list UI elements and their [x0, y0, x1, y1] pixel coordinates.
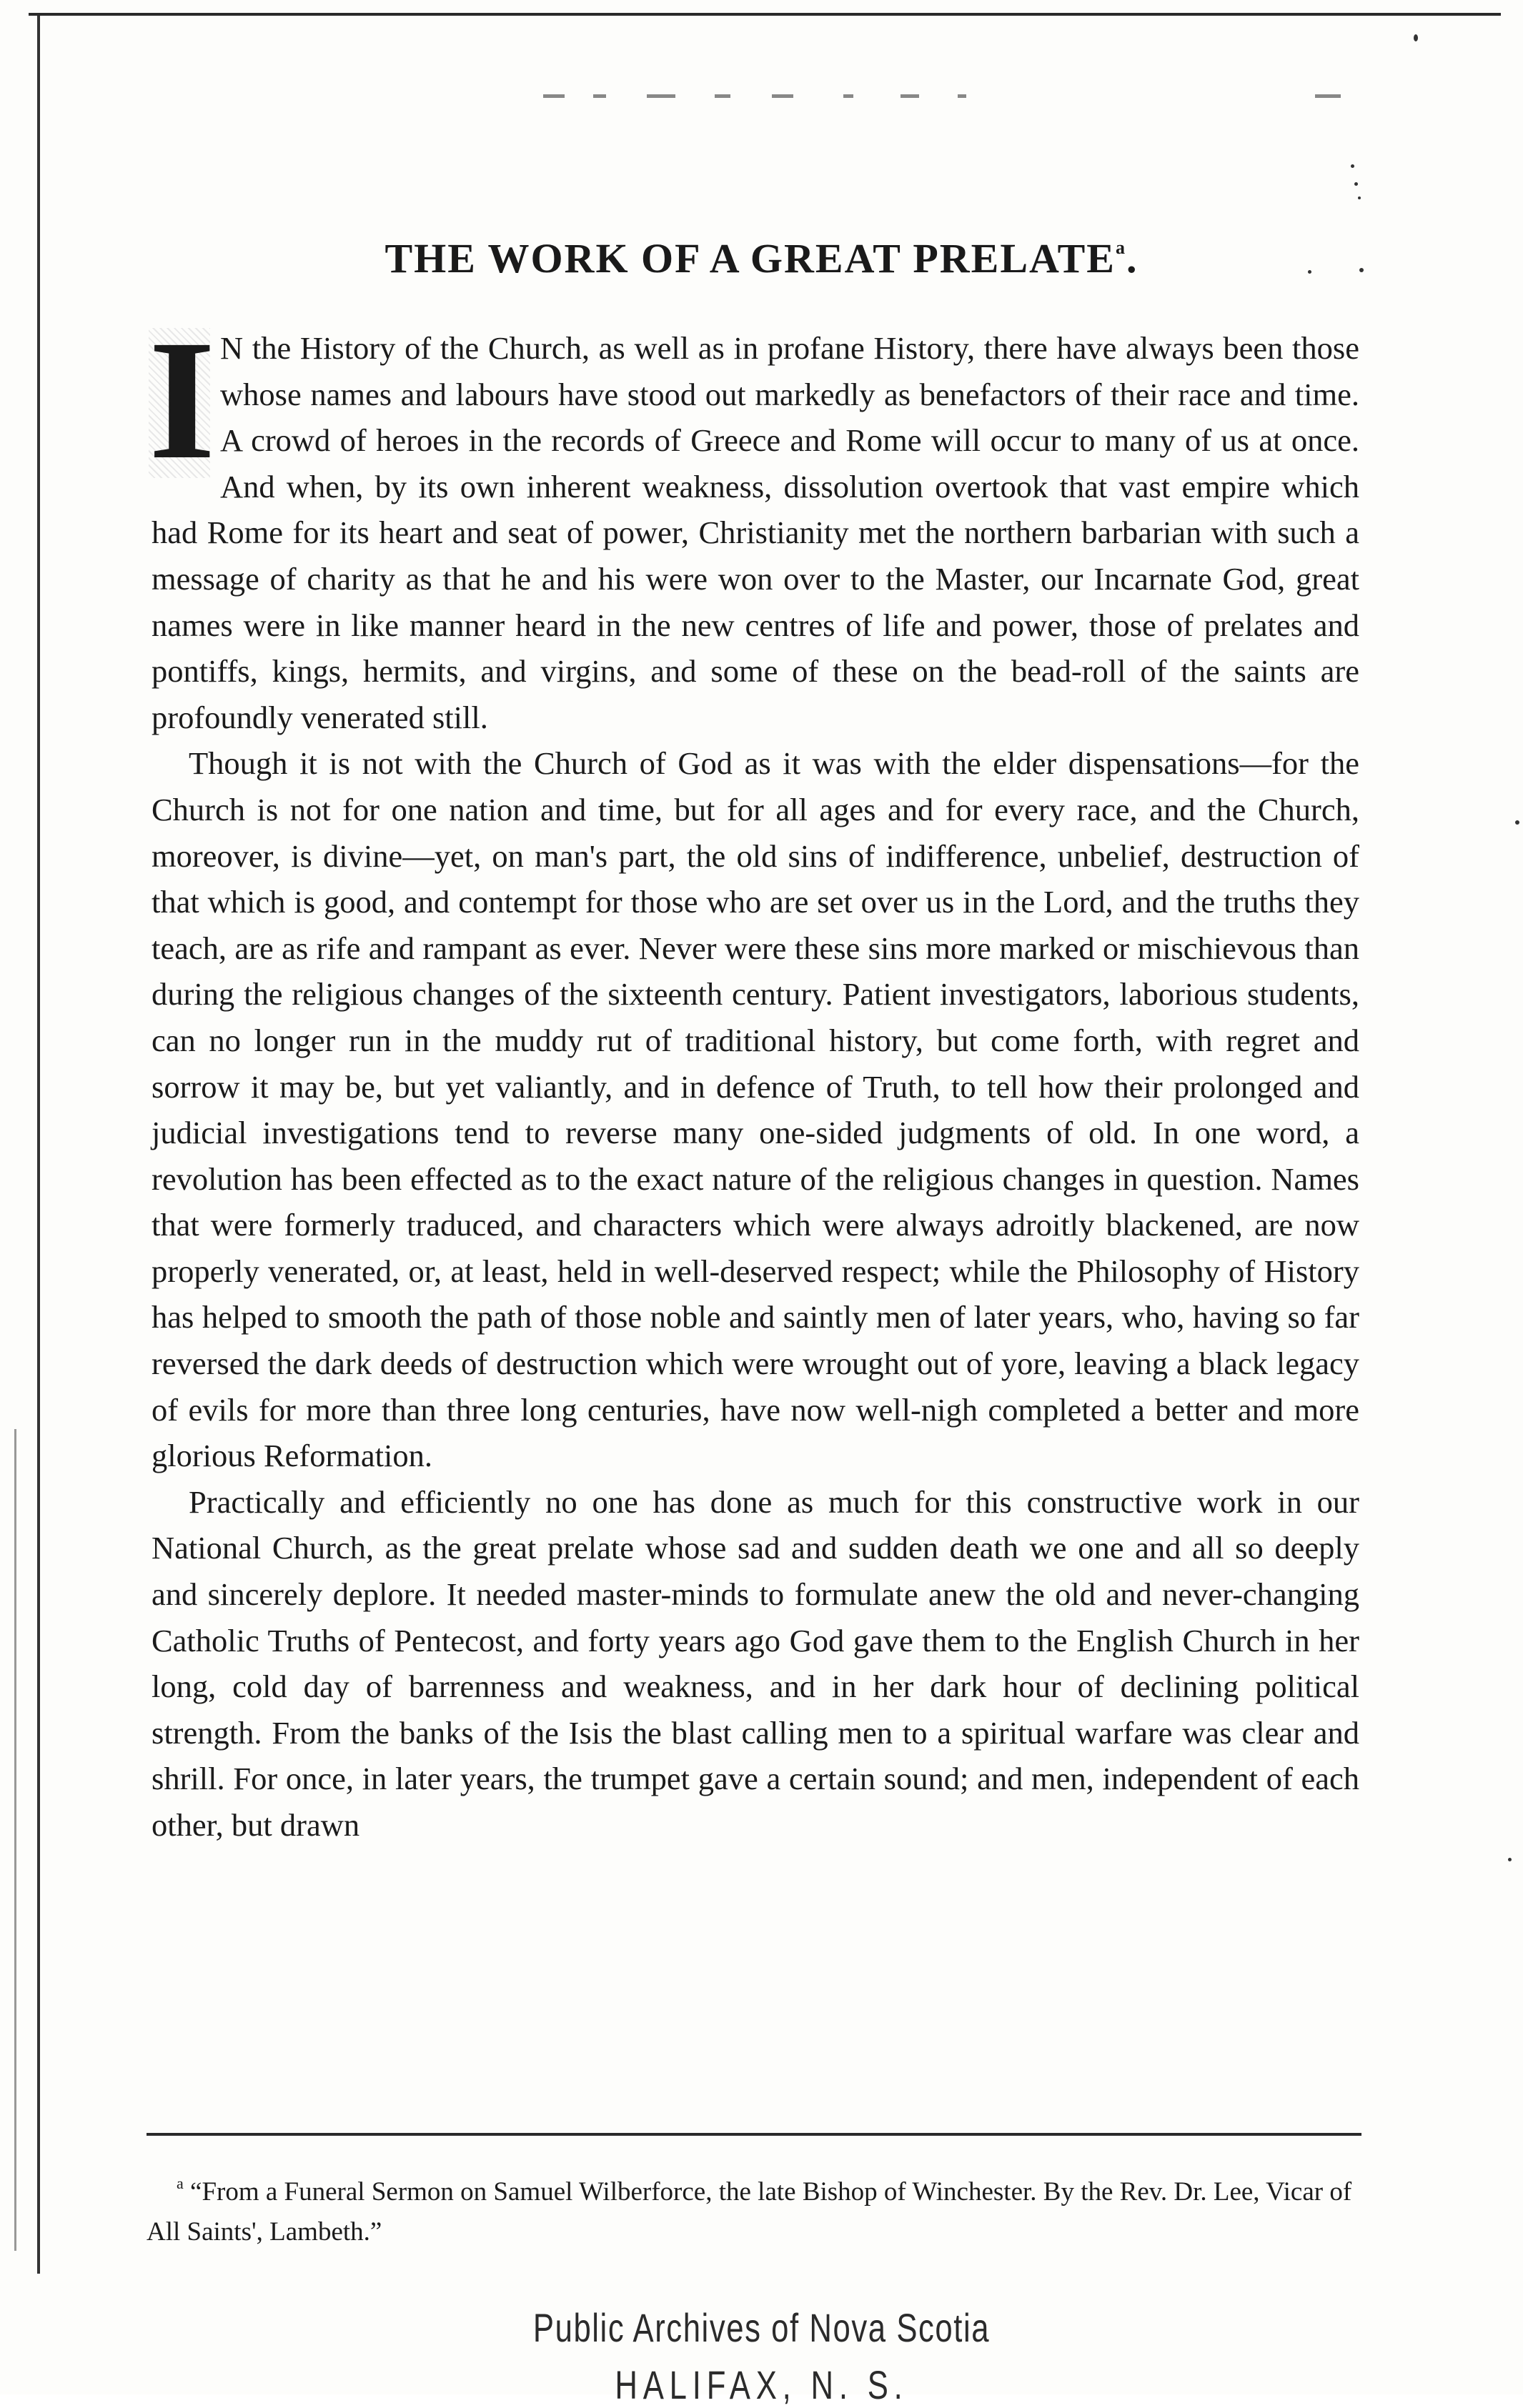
faint-running-head-mark: [901, 94, 919, 98]
faint-running-head-mark: [772, 94, 793, 98]
scan-speck: [1354, 182, 1358, 186]
paragraph: [149, 304, 1359, 740]
paragraph-text: N the History of the Church, as well as in profane History, there have always been those whose names and labours have stood out markedly as benefactors of their race and time. A crowd of heroes in the records of Greece and Rome will occur to many of us at once. And when, by its own inherent weakness, dissolution overtook that vast empire which had Rome for its heart and seat of power, Christianity met the northern barbarian with such a message of charity as that he and his were won over to the Master, our Incarnate God, great names were in like manner heard in the new centres of life and power, those of prelates and pontiffs, kings, hermits, and virgins, and some of these on the bead-roll of the saints are profoundly venerated still.: [152, 330, 1359, 735]
paragraph: [152, 1479, 1359, 1849]
paragraph: [152, 740, 1359, 1479]
faint-running-head-mark: [958, 94, 966, 98]
article-body: [149, 304, 1359, 1849]
faint-running-head-mark: [715, 94, 730, 98]
faint-running-head-mark: [1315, 94, 1341, 98]
archive-stamp-line-1: Public Archives of Nova Scotia: [532, 2305, 991, 2350]
faint-running-head-mark: [843, 94, 853, 98]
paragraph-text: Though it is not with the Church of God as it was with the elder dispensations—for the Church is not for one nation and time, but for all ages and for every race, and the Church, moreover, is divine—yet, on man's part, the old sins of indifference, unbelief, destruction of that which is good, and contempt for those who are set over us in the Lord, and the truths they teach, are as rife and rampant as ever. Never were these sins more marked or mischievous than during the religious changes of the sixteenth century. Patient investigators, laborious students, can no longer run in the muddy rut of traditional history, but come forth, with regret and sorrow it may be, but yet valiantly, and in defence of Truth, to tell how their prolonged and judicial investigations tend to reverse many one-sided judgments of old. In one word, a revolution has been effected as to the exact nature of the religious changes in question. Names that were formerly traduced, and characters which were always adroitly blackened, are now properly venerated, or, at least, held in well-deserved respect; while the Philosophy of History has helped to smooth the path of those noble and saintly men of later years, who, having so far reversed the dark deeds of destruction which were wrought out of yore, leaving a black legacy of evils for more than three long centuries, have now well-nigh completed a better and more glorious Reformation.: [152, 745, 1359, 1474]
footnote-reference-marker: a: [1115, 237, 1126, 258]
faint-running-head-mark: [543, 94, 565, 98]
archive-stamp-line-2: HALIFAX, N. S.: [615, 2362, 908, 2407]
footnote-text: “From a Funeral Sermon on Samuel Wilberforce, the late Bishop of Winchester. By the Rev. Dr. Lee, Vicar of All Saints', Lambeth.”: [147, 2177, 1352, 2247]
left-border-rule: [37, 16, 40, 2274]
left-margin-scan-line: [14, 1429, 16, 2251]
footnote-divider: [147, 2133, 1361, 2136]
scan-speck: [1414, 34, 1418, 41]
scan-speck: [1508, 1858, 1512, 1861]
top-border-rule: [29, 13, 1501, 16]
footnote-marker: a: [177, 2174, 184, 2192]
footnote: [147, 2164, 1361, 2252]
scan-speck: [1351, 164, 1354, 168]
scan-speck: [1358, 196, 1361, 199]
ornamental-drop-cap: I: [149, 304, 216, 494]
faint-running-head-mark: [647, 94, 675, 98]
scan-speck: [1515, 820, 1519, 825]
paragraph-text: Practically and efficiently no one has done as much for this constructive work in our National Church, as the great prelate whose sad and sudden death we one and all so deeply and sincerely deplore. It needed master-minds to formulate anew the old and never-changing Catholic Truths of Pentecost, and forty years ago God gave them to the English Church in her long, cold day of barrenness and weakness, and in her dark hour of declining political strength. From the banks of the Isis the blast calling men to a spiritual warfare was clear and shrill. For once, in later years, the trumpet gave a certain sound; and men, independent of each other, but drawn: [152, 1483, 1359, 1843]
article-title-text: THE WORK OF A GREAT PRELATE: [385, 235, 1116, 282]
article-title: THE WORK OF A GREAT PRELATE$^a$.: [385, 235, 1138, 282]
faint-running-head-mark: [593, 94, 606, 98]
